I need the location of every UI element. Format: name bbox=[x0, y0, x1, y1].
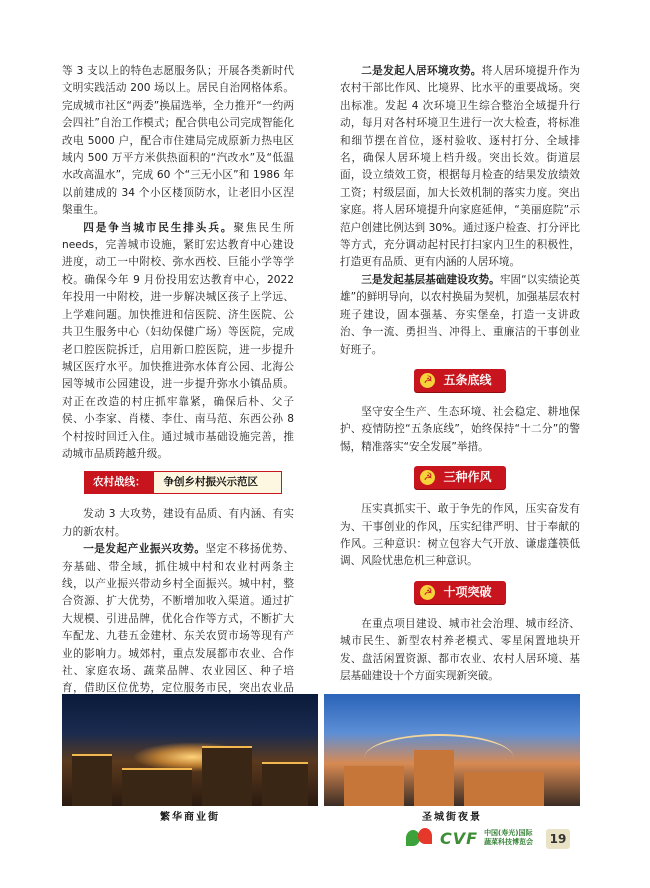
party-emblem-icon: ☭ bbox=[420, 470, 435, 485]
right-paragraph-2-lead: 三是发起基层基础建设攻势。 bbox=[361, 273, 500, 286]
banner-text: 争创乡村振兴示范区 bbox=[154, 472, 282, 493]
left-paragraph-4-lead: 一是发起产业振兴攻势。 bbox=[83, 543, 206, 556]
section-five-bottom-lines-body: 坚守安全生产、生态环境、社会稳定、耕地保护、疫情防控“五条底线”，始终保持“十二分”的警惕，精准落实“安全发展”举措。 bbox=[340, 405, 580, 453]
section-title: 五条底线 bbox=[443, 372, 492, 387]
building-shape bbox=[262, 762, 308, 806]
banner-tag: 农村战线： bbox=[85, 472, 154, 493]
right-photo-caption: 圣城街夜景 bbox=[422, 812, 482, 823]
left-paragraph-4-body: 坚定不移扬优势、夯基础、带全域，抓住城中村和农业村两条主线，以产业振兴带动乡村全面振兴。城中村，整合资源、扩大优势，不断增加收入渠道。通过扩大规模、引进品牌，优化合作等方式，不断扩大车配龙、九巷五金建材、东关农贸市场等现有产业的影响力。城郊村，重点发展都市农业、合作社、家庭农场、蔬菜品牌、农业园区、种子培育，借助区位优势，定位服务市民，突出农业品 bbox=[62, 543, 295, 695]
right-paragraph-1-lead: 二是发起人居环境攻势。 bbox=[361, 65, 482, 77]
right-paragraph-2-body: 牢固“以实绩论英雄”的鲜明导向，以农村换届为契机，加强基层农村班子建设，固本强基、夯实堡垒，打造一支讲政治、争一流、勇担当、冲得上、重廉洁的干事创业好班子。 bbox=[340, 273, 580, 356]
section-ten-breakthroughs-body: 在重点项目建设、城市社会治理、城市经济、城市民生、新型农村养老模式、零星闲置地块开发、盘活闲置资源、都市农业、农村人居环境、基层基础建设十个方面实现新突破。 bbox=[340, 617, 580, 682]
expo-leaf-icon bbox=[404, 826, 438, 850]
left-paragraph-2 bbox=[62, 220, 294, 464]
left-paragraph-2-lead: 四是争当城市民生排头兵。 bbox=[83, 221, 234, 234]
page-number: 19 bbox=[546, 829, 570, 849]
building-shape bbox=[122, 768, 192, 806]
building-shape bbox=[202, 746, 252, 806]
left-paragraph-4 bbox=[62, 541, 294, 715]
logo-line-2: 蔬菜科技博览会 bbox=[484, 838, 534, 846]
right-paragraph-2 bbox=[340, 272, 580, 359]
section-five-bottom-lines-header bbox=[340, 369, 580, 392]
building-shape bbox=[414, 750, 454, 806]
section-three-styles-body: 压实真抓实干、敢于争先的作风，压实奋发有为、干事创业的作风，压实纪律严明、甘于奉献的作风。三种意识：树立包容大气开放、谦虚蓬筷低调、风险忧患危机三种意识。 bbox=[340, 503, 580, 568]
left-photo-caption: 繁华商业街 bbox=[160, 812, 220, 823]
left-column bbox=[62, 63, 294, 715]
party-emblem-icon: ☭ bbox=[420, 585, 435, 600]
section-badge bbox=[414, 466, 505, 489]
section-ten-breakthroughs-header bbox=[340, 581, 580, 604]
logo-line-1: 中国(寿光)国际 bbox=[484, 829, 533, 837]
right-column bbox=[340, 63, 580, 685]
section-badge bbox=[414, 369, 505, 392]
shengcheng-street-night-photo bbox=[324, 694, 580, 806]
building-shape bbox=[72, 754, 112, 806]
rural-front-banner bbox=[84, 471, 282, 494]
building-shape bbox=[344, 766, 404, 806]
left-paragraph-2-body: 聚焦民生所needs，完善城市设施，紧盯宏达教育中心建设进度，动工一中附校、弥水西校、巨能小学等学校。确保今年 9 月份投用宏达教育中心，2022 年投用一中附校，进一步解决城区孩子上学远、上学难问题。加快推进和信医院、济生医院、公共卫生服务中心（妇幼保健广场）等医院，完成老口腔医院拆迁，启用新口腔医院，进一步提升城区医疗水平。加快推进弥水体育公园、北海公园等城市公园建设，进一步提升弥水小镇品质。对正在改造的村庄抓牢靠紧，确保后朴、父子侯、小李家、肖楼、李仕、南马范、东西公孙 8 个村按时回迁入住。通过城市基础设施完善，推动城市品质跨越升级。 bbox=[62, 221, 295, 460]
section-three-styles-header bbox=[340, 466, 580, 489]
expo-logo bbox=[404, 826, 533, 850]
commercial-street-photo bbox=[62, 694, 318, 806]
left-paragraph-3: 发动 3 大攻势，建设有品质、有内涵、有实力的新农村。 bbox=[62, 508, 294, 538]
logo-abbreviation: CVF bbox=[440, 828, 479, 848]
section-badge bbox=[414, 581, 505, 604]
logo-text bbox=[484, 829, 533, 847]
right-paragraph-1 bbox=[340, 63, 580, 272]
building-shape bbox=[464, 772, 544, 806]
left-paragraph-1: 等 3 支以上的特色志愿服务队；开展各类新时代文明实践活动 200 场以上。居民自治网格体系。完成城市社区“两委”换届选举，全力推开“一约两会四社”自治工作模式；配合供电公司完成智能化改电 5000 户，配合市住建局完成原新力热电区域内 500 万平方米供热面积的“汽改水”及“低温水改高温水”，完成 60 个“三无小区”和 1986 年以前建成的 34 个小区楼顶防水，让老旧小区涅槃重生。 bbox=[62, 65, 294, 217]
section-title: 十项突破 bbox=[443, 584, 492, 599]
section-title: 三种作风 bbox=[443, 469, 492, 484]
party-emblem-icon: ☭ bbox=[420, 373, 435, 388]
right-paragraph-1-body: 将人居环境提升作为农村干部比作风、比境界、比水平的重要战场。突出标准。发起 4 次环境卫生综合整治全域提升行动，每月对各村环境卫生进行一次大检查，将标准和细节摆在首位，逐村验收、逐村打分、全域排名，确保人居环境上档升级。突出长效。街道层面，设立绩效工资，根据每月检查的结果发放绩效工资；村级层面，加大长效机制的落实力度。突出家庭。将人居环境提升向家庭延伸，“美丽庭院”示范户创建比例达到 30%。通过逐户检查、打分评比等方式，充分调动起村民打扫家内卫生的积极性，打造更有品质、更有内涵的人居环境。 bbox=[340, 65, 580, 269]
